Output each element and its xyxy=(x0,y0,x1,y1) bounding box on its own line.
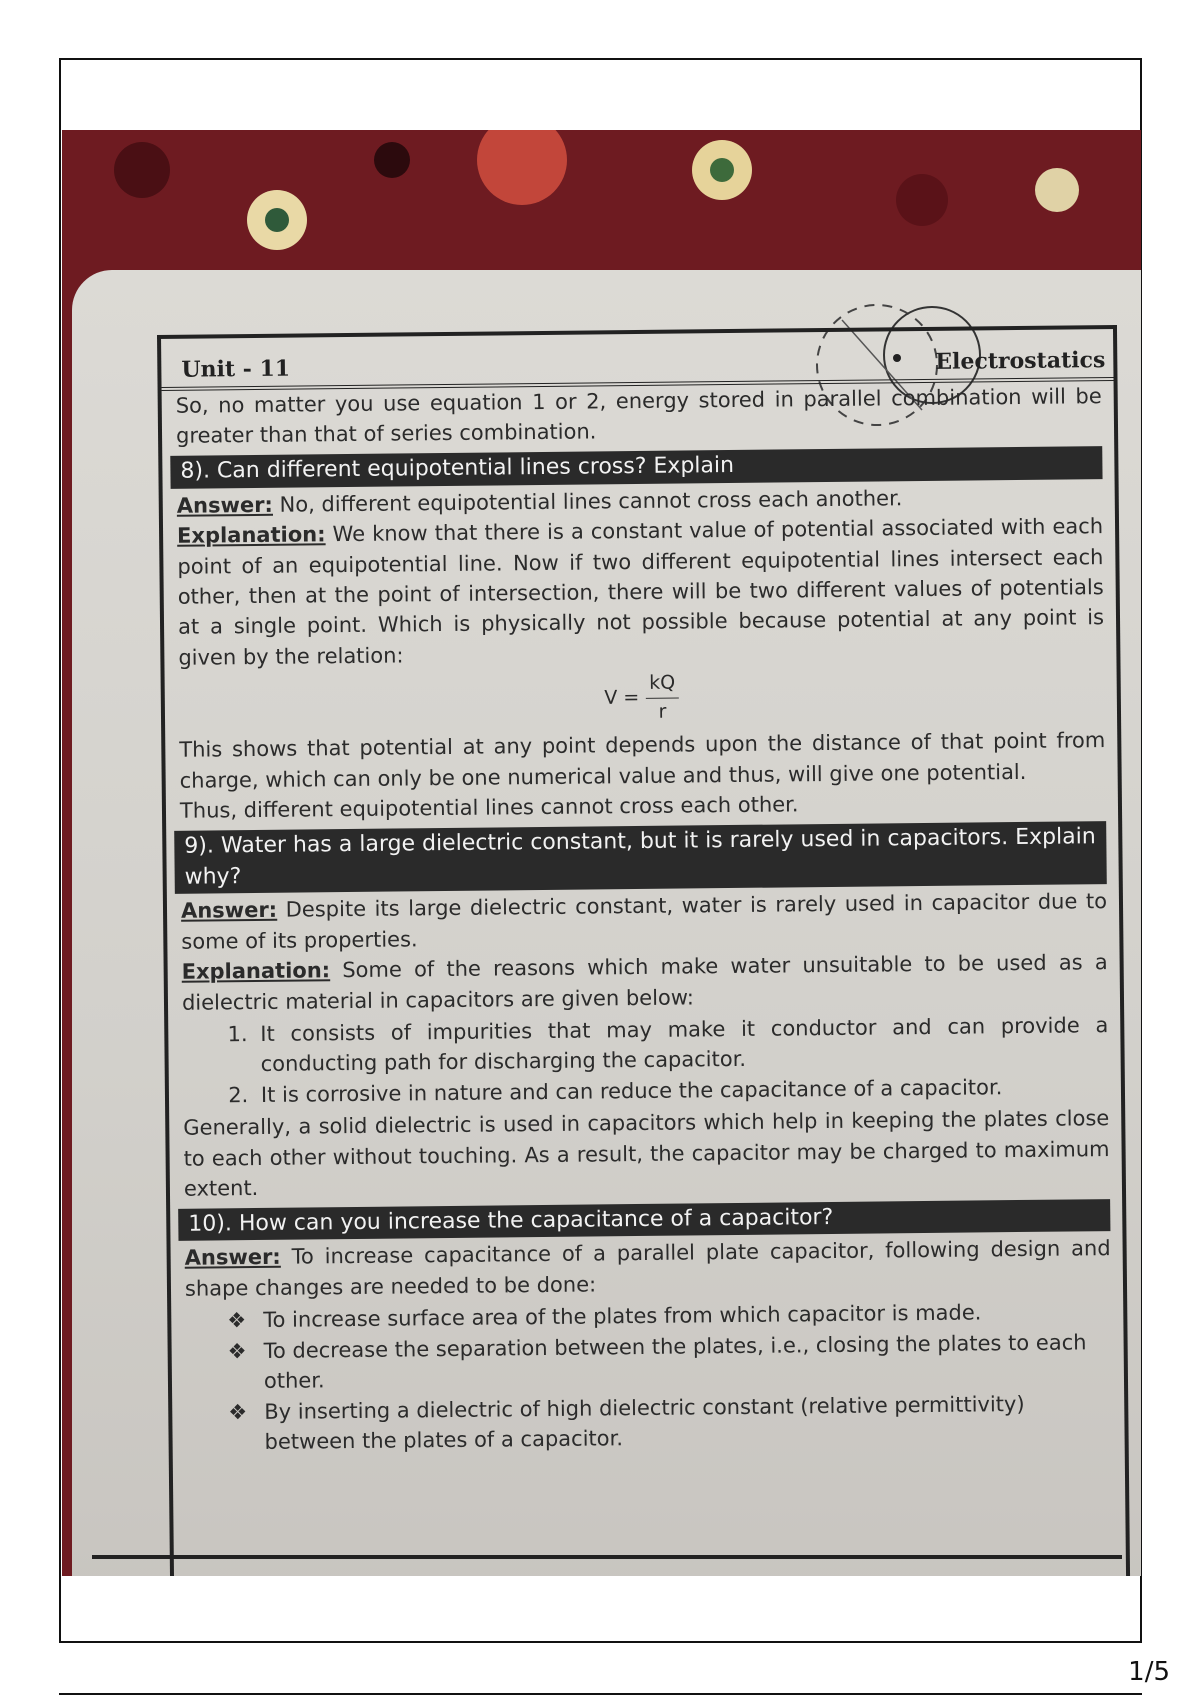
reasons-list xyxy=(182,1010,1109,1111)
answer-label: Answer: xyxy=(176,492,274,518)
paragraph-8-3: Thus, different equipotential lines cannot cross each other. xyxy=(179,792,799,824)
diamond-bullet-icon: ❖ xyxy=(227,1338,247,1364)
unit-label: Unit - 11 xyxy=(181,355,291,383)
list-item: ❖ By inserting a dielectric of high dielectric constant (relative permittivity) between the plates of a capacitor. xyxy=(228,1391,1025,1455)
question-8: 8). Can different equipotential lines cross? Explain xyxy=(170,446,1102,489)
explanation-text: We know that there is a constant value of potential associated with each point of an equipotential line. Now if two different equipotential lines intersect each other, then at the point of intersection, there will be two different values of potentials at a single point. Which is physically not possible because potential at any point is given by the relation: xyxy=(177,514,1105,670)
paragraph-9: Generally, a solid dielectric is used in capacitors which help in keeping the plates close to each other without touching. As a result, the capacitor may be charged to maximum extent. xyxy=(183,1106,1110,1201)
subject-label: Electrostatics xyxy=(935,347,1106,375)
formula-fraction xyxy=(645,670,680,726)
question-9: 9). Water has a large dielectric constant, but it is rarely used in capacitors. Explain why? xyxy=(174,821,1107,894)
page-frame xyxy=(59,58,1142,1643)
answer-text: Despite its large dielectric constant, water is rarely used in capacitor due to some of its properties. xyxy=(181,889,1108,954)
textbook-content xyxy=(157,325,1130,1576)
explanation-label: Explanation: xyxy=(176,522,326,548)
explanation-8 xyxy=(177,511,1105,673)
intro-paragraph: So, no matter you use equation 1 or 2, energy stored in parallel combination will be greater than that of series combination. xyxy=(175,384,1102,449)
diamond-bullet-icon: ❖ xyxy=(228,1399,248,1424)
list-item: ❖ To increase surface area of the plates from which capacitor is made. xyxy=(227,1296,1111,1336)
explanation-9 xyxy=(182,947,1109,1018)
list-item: 1. It consists of impurities that may make it conductor and can provide a conducting path for discharging the capacitor. xyxy=(254,1010,1109,1080)
answer-10 xyxy=(185,1234,1112,1305)
page-body xyxy=(162,381,1125,1458)
answer-text: To increase capacitance of a parallel plate capacitor, following design and shape changes are needed to be done: xyxy=(184,1236,1111,1301)
potential-formula xyxy=(179,665,1106,731)
bottom-divider xyxy=(59,1693,1142,1695)
document-photo xyxy=(62,130,1141,1576)
list-item: ❖ To decrease the separation between the plates, i.e., closing the plates to each other. xyxy=(227,1330,1087,1394)
explanation-label: Explanation: xyxy=(181,958,331,984)
answer-label: Answer: xyxy=(184,1245,281,1271)
list-item: 2. It is corrosive in nature and can reduce the capacitance of a capacitor. xyxy=(255,1071,1109,1110)
methods-list xyxy=(185,1296,1113,1458)
formula-denominator: r xyxy=(658,700,667,723)
explanation-text: Some of the reasons which make water unsuitable to be used as a dielectric material in capacitors are given below: xyxy=(181,950,1108,1015)
bottom-rule xyxy=(92,1555,1122,1559)
formula-lhs: V = xyxy=(604,686,640,710)
answer-label: Answer: xyxy=(180,898,278,924)
question-10: 10). How can you increase the capacitance of a capacitor? xyxy=(178,1199,1110,1242)
formula-numerator: kQ xyxy=(645,670,679,699)
answer-text: No, different equipotential lines cannot cross each another. xyxy=(272,485,903,517)
paragraph-8-2: This shows that potential at any point depends upon the distance of that point from charge, which can only be one numerical value and thus, will give one potential. xyxy=(179,728,1106,793)
answer-9 xyxy=(181,886,1108,957)
diamond-bullet-icon: ❖ xyxy=(227,1308,247,1333)
page-indicator: 1/5 xyxy=(1128,1657,1170,1687)
